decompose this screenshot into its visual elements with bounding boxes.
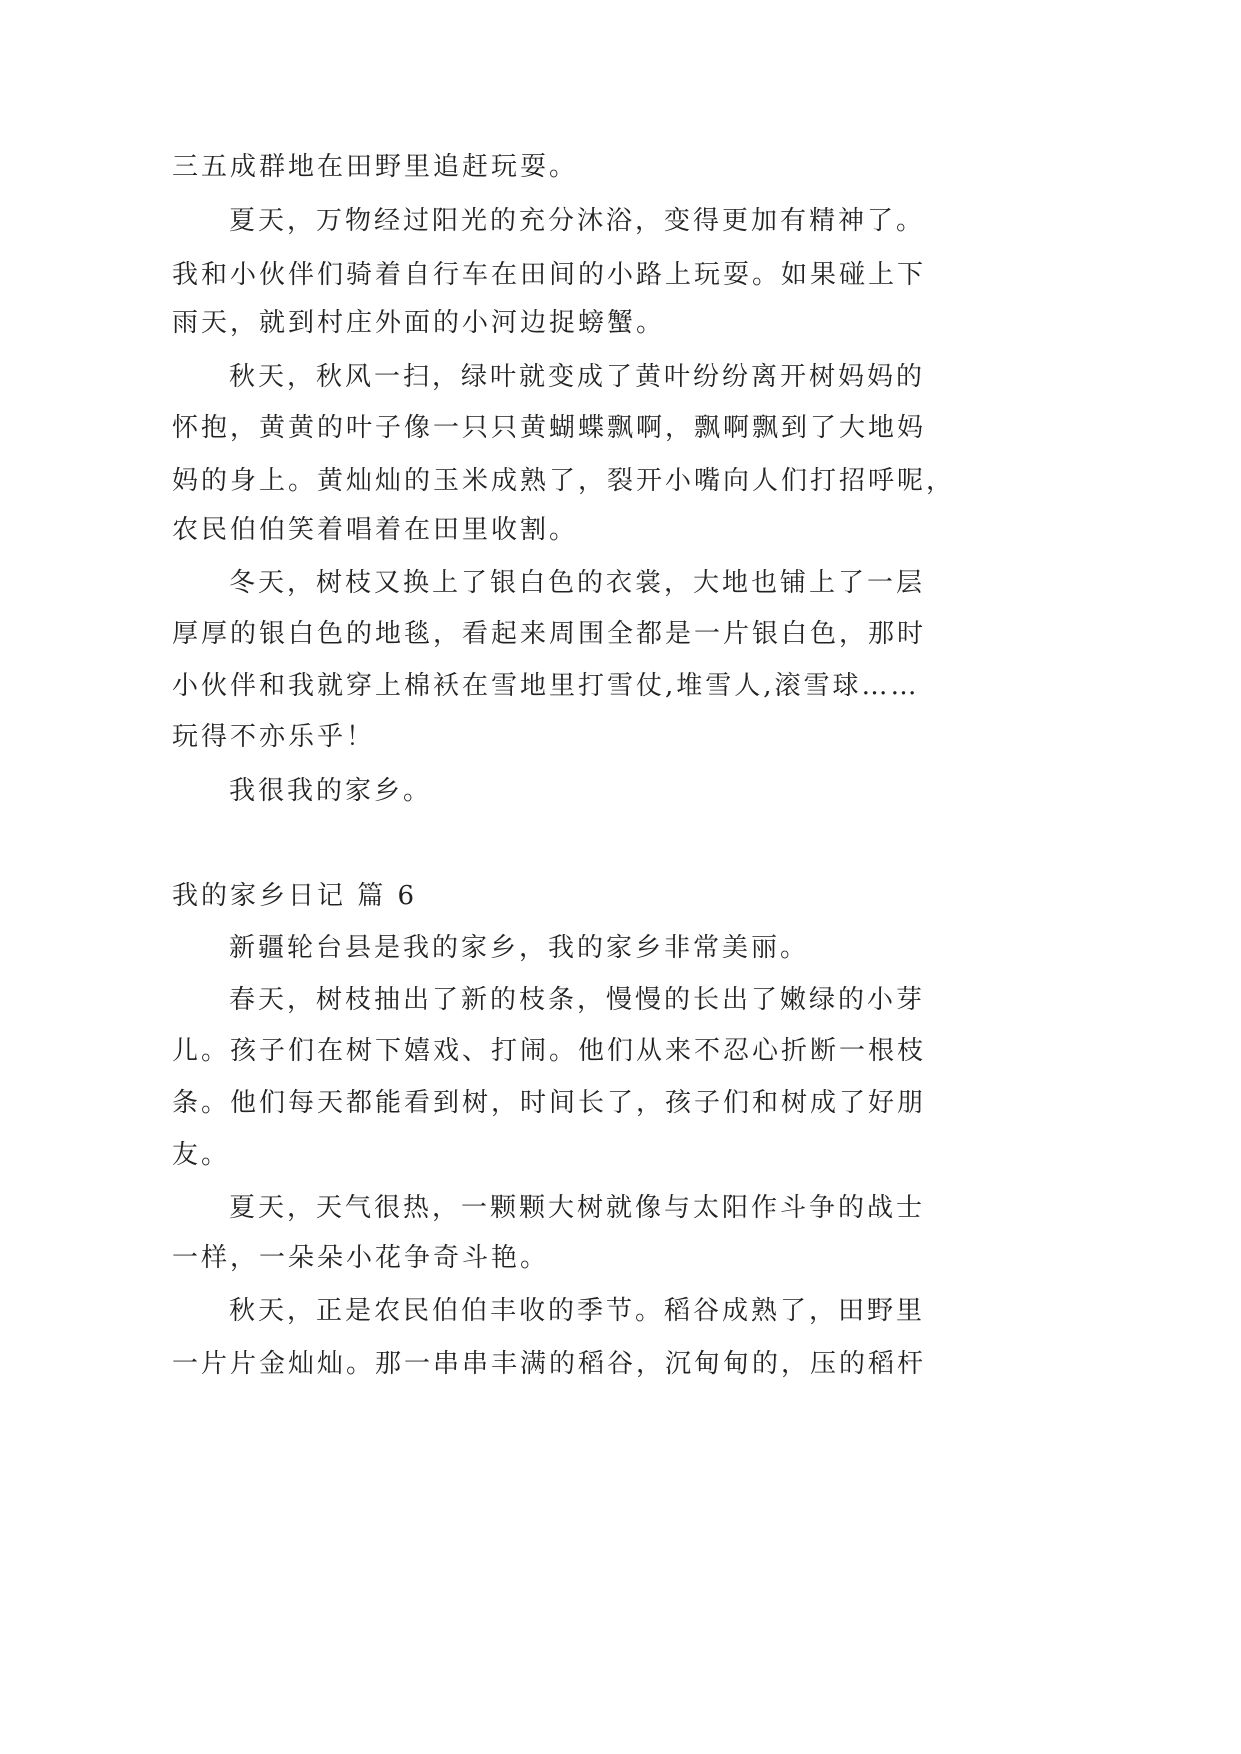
text-line: 三五成群地在田野里追赶玩耍。 (172, 152, 579, 182)
paragraph-first-line: 春天，树枝抽出了新的枝条，慢慢的长出了嫩绿的小芽 (229, 985, 926, 1015)
text-line: 一片片金灿灿。那一串串丰满的稻谷，沉甸甸的，压的稻杆 (172, 1349, 927, 1379)
text-line: 小伙伴和我就穿上棉袄在雪地里打雪仗,堆雪人,滚雪球…… (172, 671, 920, 701)
text-line: 我和小伙伴们骑着自行车在田间的小路上玩耍。如果碰上下 (172, 260, 927, 290)
text-line: 条。他们每天都能看到树，时间长了，孩子们和树成了好朋 (172, 1088, 927, 1118)
text-line: 农民伯伯笑着唱着在田里收割。 (172, 515, 579, 545)
text-line: 雨天，就到村庄外面的小河边捉螃蟹。 (172, 308, 666, 338)
text-line: 友。 (172, 1140, 231, 1170)
paragraph-first-line: 冬天，树枝又换上了银白色的衣裳，大地也铺上了一层 (229, 568, 926, 598)
paragraph-first-line: 新疆轮台县是我的家乡，我的家乡非常美丽。 (229, 933, 810, 963)
paragraph-first-line: 夏天，万物经过阳光的充分沐浴，变得更加有精神了。 (229, 206, 926, 236)
paragraph-first-line: 秋天，秋风一扫，绿叶就变成了黄叶纷纷离开树妈妈的 (229, 362, 926, 392)
text-line: 妈的身上。黄灿灿的玉米成熟了，裂开小嘴向人们打招呼呢， (172, 466, 956, 496)
text-line: 儿。孩子们在树下嬉戏、打闹。他们从来不忍心折断一根枝 (172, 1036, 927, 1066)
text-line: 怀抱，黄黄的叶子像一只只黄蝴蝶飘啊，飘啊飘到了大地妈 (172, 413, 927, 443)
text-line: 厚厚的银白色的地毯，看起来周围全都是一片银白色，那时 (172, 619, 927, 649)
text-line: 玩得不亦乐乎！ (172, 722, 376, 752)
section-heading: 我的家乡日记 篇 6 (172, 881, 418, 911)
paragraph-first-line: 夏天，天气很热，一颗颗大树就像与太阳作斗争的战士 (229, 1193, 926, 1223)
text-line: 一样，一朵朵小花争奇斗艳。 (172, 1243, 550, 1273)
paragraph-first-line: 秋天，正是农民伯伯丰收的季节。稻谷成熟了，田野里 (229, 1296, 926, 1326)
paragraph-first-line: 我很我的家乡。 (229, 776, 433, 806)
